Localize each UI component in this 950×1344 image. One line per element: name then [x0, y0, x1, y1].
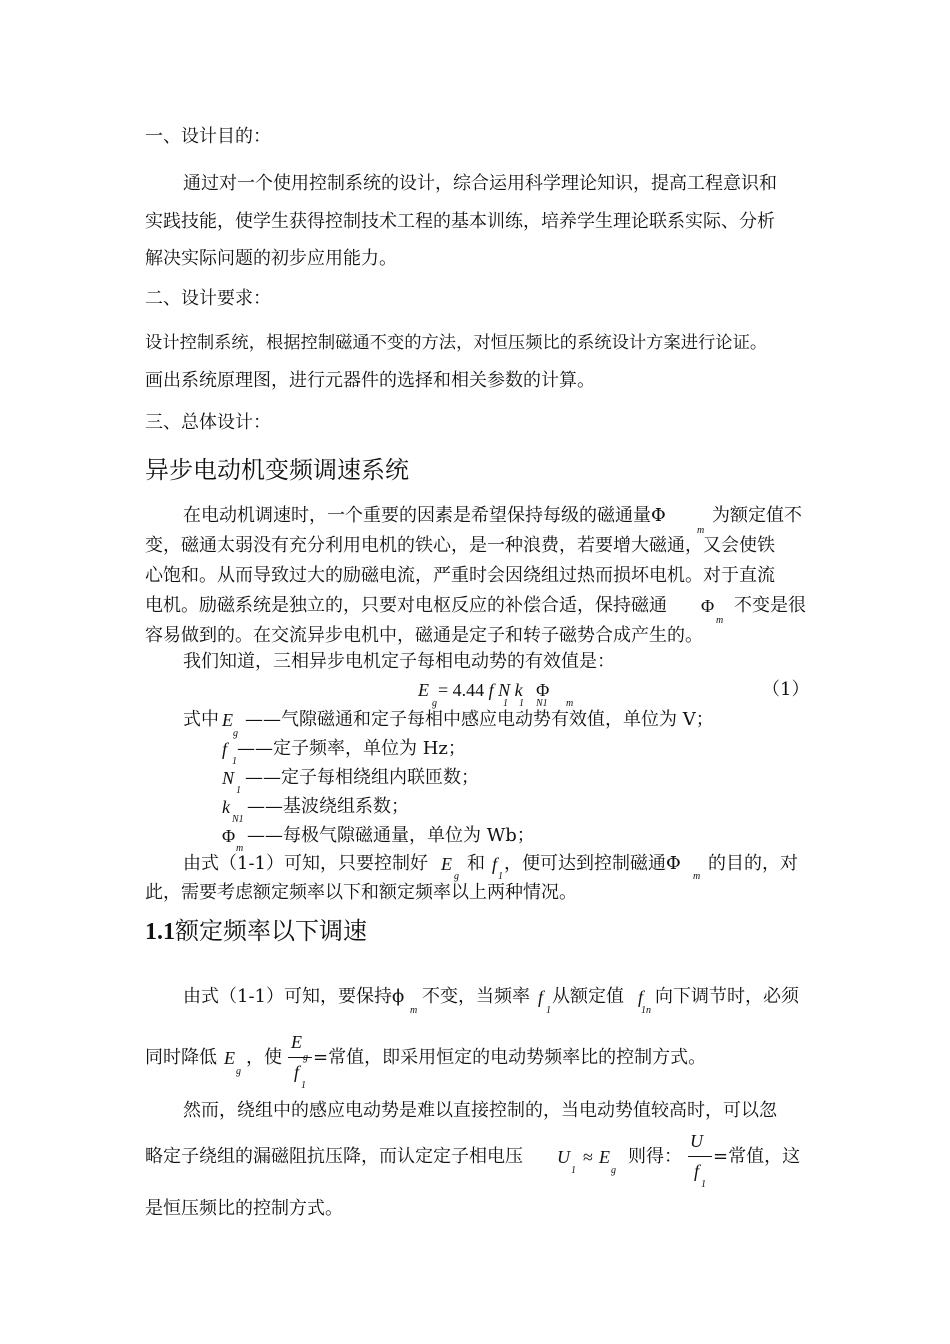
section-title-purpose: 一、设计目的： — [145, 126, 271, 147]
paragraph-line: 同时降低 — [145, 1047, 217, 1068]
paragraph-line: 不变，当频率 — [422, 986, 530, 1007]
equation-number: （1） — [762, 679, 810, 700]
definition-line: ——气隙磁通和定子每相中感应电动势有效值，单位为 V； — [245, 709, 714, 730]
fraction-E-over-f — [288, 1032, 312, 1090]
symbol-f: f — [638, 987, 644, 1007]
paragraph-line: 由式（1-1）可知，只要控制好 — [183, 853, 428, 874]
symbol-f: f — [222, 739, 228, 759]
definition-line: ——定子每相绕组内联匝数； — [245, 767, 479, 788]
paragraph-line: =常值，这 — [713, 1146, 801, 1167]
paragraph-line: 然而，绕组中的感应电动势是难以直接控制的，当电动势值较高时，可以忽 — [183, 1100, 777, 1121]
subscript: m — [697, 525, 705, 536]
paragraph-line: 此，需要考虑额定频率以下和额定频率以上两种情况。 — [145, 882, 577, 903]
equation-1: E = 4.44 f N k Φ — [418, 680, 550, 700]
subscript: 1 — [236, 785, 241, 796]
fraction-bar — [288, 1057, 312, 1058]
fraction-U-over-f — [688, 1131, 712, 1189]
fraction-bar — [688, 1156, 712, 1157]
section-number: 1.1 — [145, 919, 175, 945]
denominator: f — [294, 1062, 300, 1082]
subscript: 1 — [232, 756, 237, 767]
paragraph-line: 为额定值不 — [712, 505, 802, 526]
subscript: m — [236, 843, 244, 854]
symbol-f: f — [492, 854, 498, 874]
subscript: g — [432, 698, 437, 709]
subscript: m — [716, 615, 724, 626]
subscript: 1 — [301, 1080, 306, 1091]
paragraph-line: 由式（1-1）可知，要保持ϕ — [183, 986, 405, 1007]
paragraph-line: 是恒压频比的控制方式。 — [145, 1198, 343, 1219]
definition-line: ——定子频率，单位为 Hz； — [237, 738, 466, 759]
subscript: 1 — [498, 871, 503, 882]
numerator: U — [690, 1131, 703, 1151]
paragraph-line: 略定子绕组的漏磁阻抗压降，而认定定子相电压 — [145, 1146, 523, 1167]
subscript: N1 — [232, 814, 244, 825]
symbol-E: E — [441, 854, 452, 874]
symbol-N: N — [222, 768, 235, 788]
subscript — [303, 1053, 308, 1063]
section-title-overall: 三、总体设计： — [145, 412, 271, 433]
heading-system: 异步电动机变频调速系统 — [145, 456, 409, 484]
paragraph-line: 和 — [467, 853, 485, 874]
paragraph-line: 的目的，对 — [708, 853, 798, 874]
symbol-phi: Φ — [222, 826, 236, 846]
paragraph-line: 容易做到的。在交流异步电机中，磁通是定子和转子磁势合成产生的。 — [145, 625, 703, 646]
symbol-E: E — [222, 710, 233, 730]
paragraph-line: 我们知道，三相异步电机定子每相电动势的有效值是： — [183, 651, 615, 672]
paragraph-line: 实践技能，使学生获得控制技术工程的基本训练，培养学生理论联系实际、分析 — [145, 211, 775, 232]
subscript: 1n — [641, 1005, 651, 1016]
paragraph-line: 心饱和。从而导致过大的励磁电流，严重时会因绕组过热而损坏电机。对于直流 — [145, 565, 775, 586]
section-title-requirements: 二、设计要求： — [145, 288, 271, 309]
section-heading-text: 额定频率以下调速 — [175, 917, 367, 945]
subscript: m — [410, 1005, 418, 1016]
symbol-f: f — [538, 987, 544, 1007]
paragraph-line: 设计控制系统，根据控制磁通不变的方法，对恒压频比的系统设计方案进行论证。 — [145, 333, 768, 353]
symbol-E: E — [599, 1147, 610, 1167]
heading-below-rated — [145, 916, 367, 947]
subscript: m — [566, 698, 574, 709]
paragraph-line: 向下调节时，必须 — [655, 986, 799, 1007]
subscript: 1 — [571, 1165, 576, 1176]
symbol-k: k — [222, 797, 230, 817]
approx-sign: ≈ — [583, 1147, 593, 1167]
subscript: N1 — [536, 698, 548, 709]
denominator: f — [694, 1161, 700, 1181]
paragraph-line: 从额定值 — [552, 986, 624, 1007]
subscript: g — [236, 1066, 241, 1077]
subscript: 1 — [519, 698, 524, 709]
paragraph-line: ，使 — [246, 1047, 282, 1068]
definition-line: ——每极气隙磁通量，单位为 Wb； — [247, 825, 535, 846]
paragraph-line: 在电动机调速时，一个重要的因素是希望保持每级的磁通量Φ — [183, 505, 666, 526]
paragraph-line: 通过对一个使用控制系统的设计，综合运用科学理论知识，提高工程意识和 — [183, 173, 777, 194]
symbol-E: E — [224, 1048, 235, 1068]
subscript: m — [693, 871, 701, 882]
paragraph-line: 变，磁通太弱没有充分利用电机的铁心，是一种浪费，若要增大磁通，又会使铁 — [145, 535, 775, 556]
subscript: g — [233, 728, 238, 739]
subscript: g — [611, 1165, 616, 1176]
paragraph-line: 不变是很 — [734, 595, 806, 616]
paragraph-line: 则得： — [628, 1146, 682, 1167]
definition-line: ——基波绕组系数； — [247, 796, 409, 817]
paragraph-line: ，便可达到控制磁通Φ — [504, 853, 681, 874]
paragraph-line: 解决实际问题的初步应用能力。 — [145, 248, 397, 269]
subscript: g — [454, 871, 459, 882]
symbol-U: U — [557, 1147, 570, 1167]
where-label: 式中 — [183, 709, 219, 730]
paragraph-line: =常值，即采用恒定的电动势频率比的控制方式。 — [313, 1047, 707, 1068]
subscript: 1 — [503, 698, 508, 709]
subscript: 1 — [546, 1005, 551, 1016]
phi-symbol: Φ — [701, 596, 715, 616]
subscript: 1 — [701, 1179, 706, 1190]
numerator: E — [291, 1032, 302, 1052]
paragraph-line: 画出系统原理图，进行元器件的选择和相关参数的计算。 — [145, 370, 595, 391]
paragraph-line: 电机。励磁系统是独立的，只要对电枢反应的补偿合适，保持磁通 — [145, 595, 667, 616]
